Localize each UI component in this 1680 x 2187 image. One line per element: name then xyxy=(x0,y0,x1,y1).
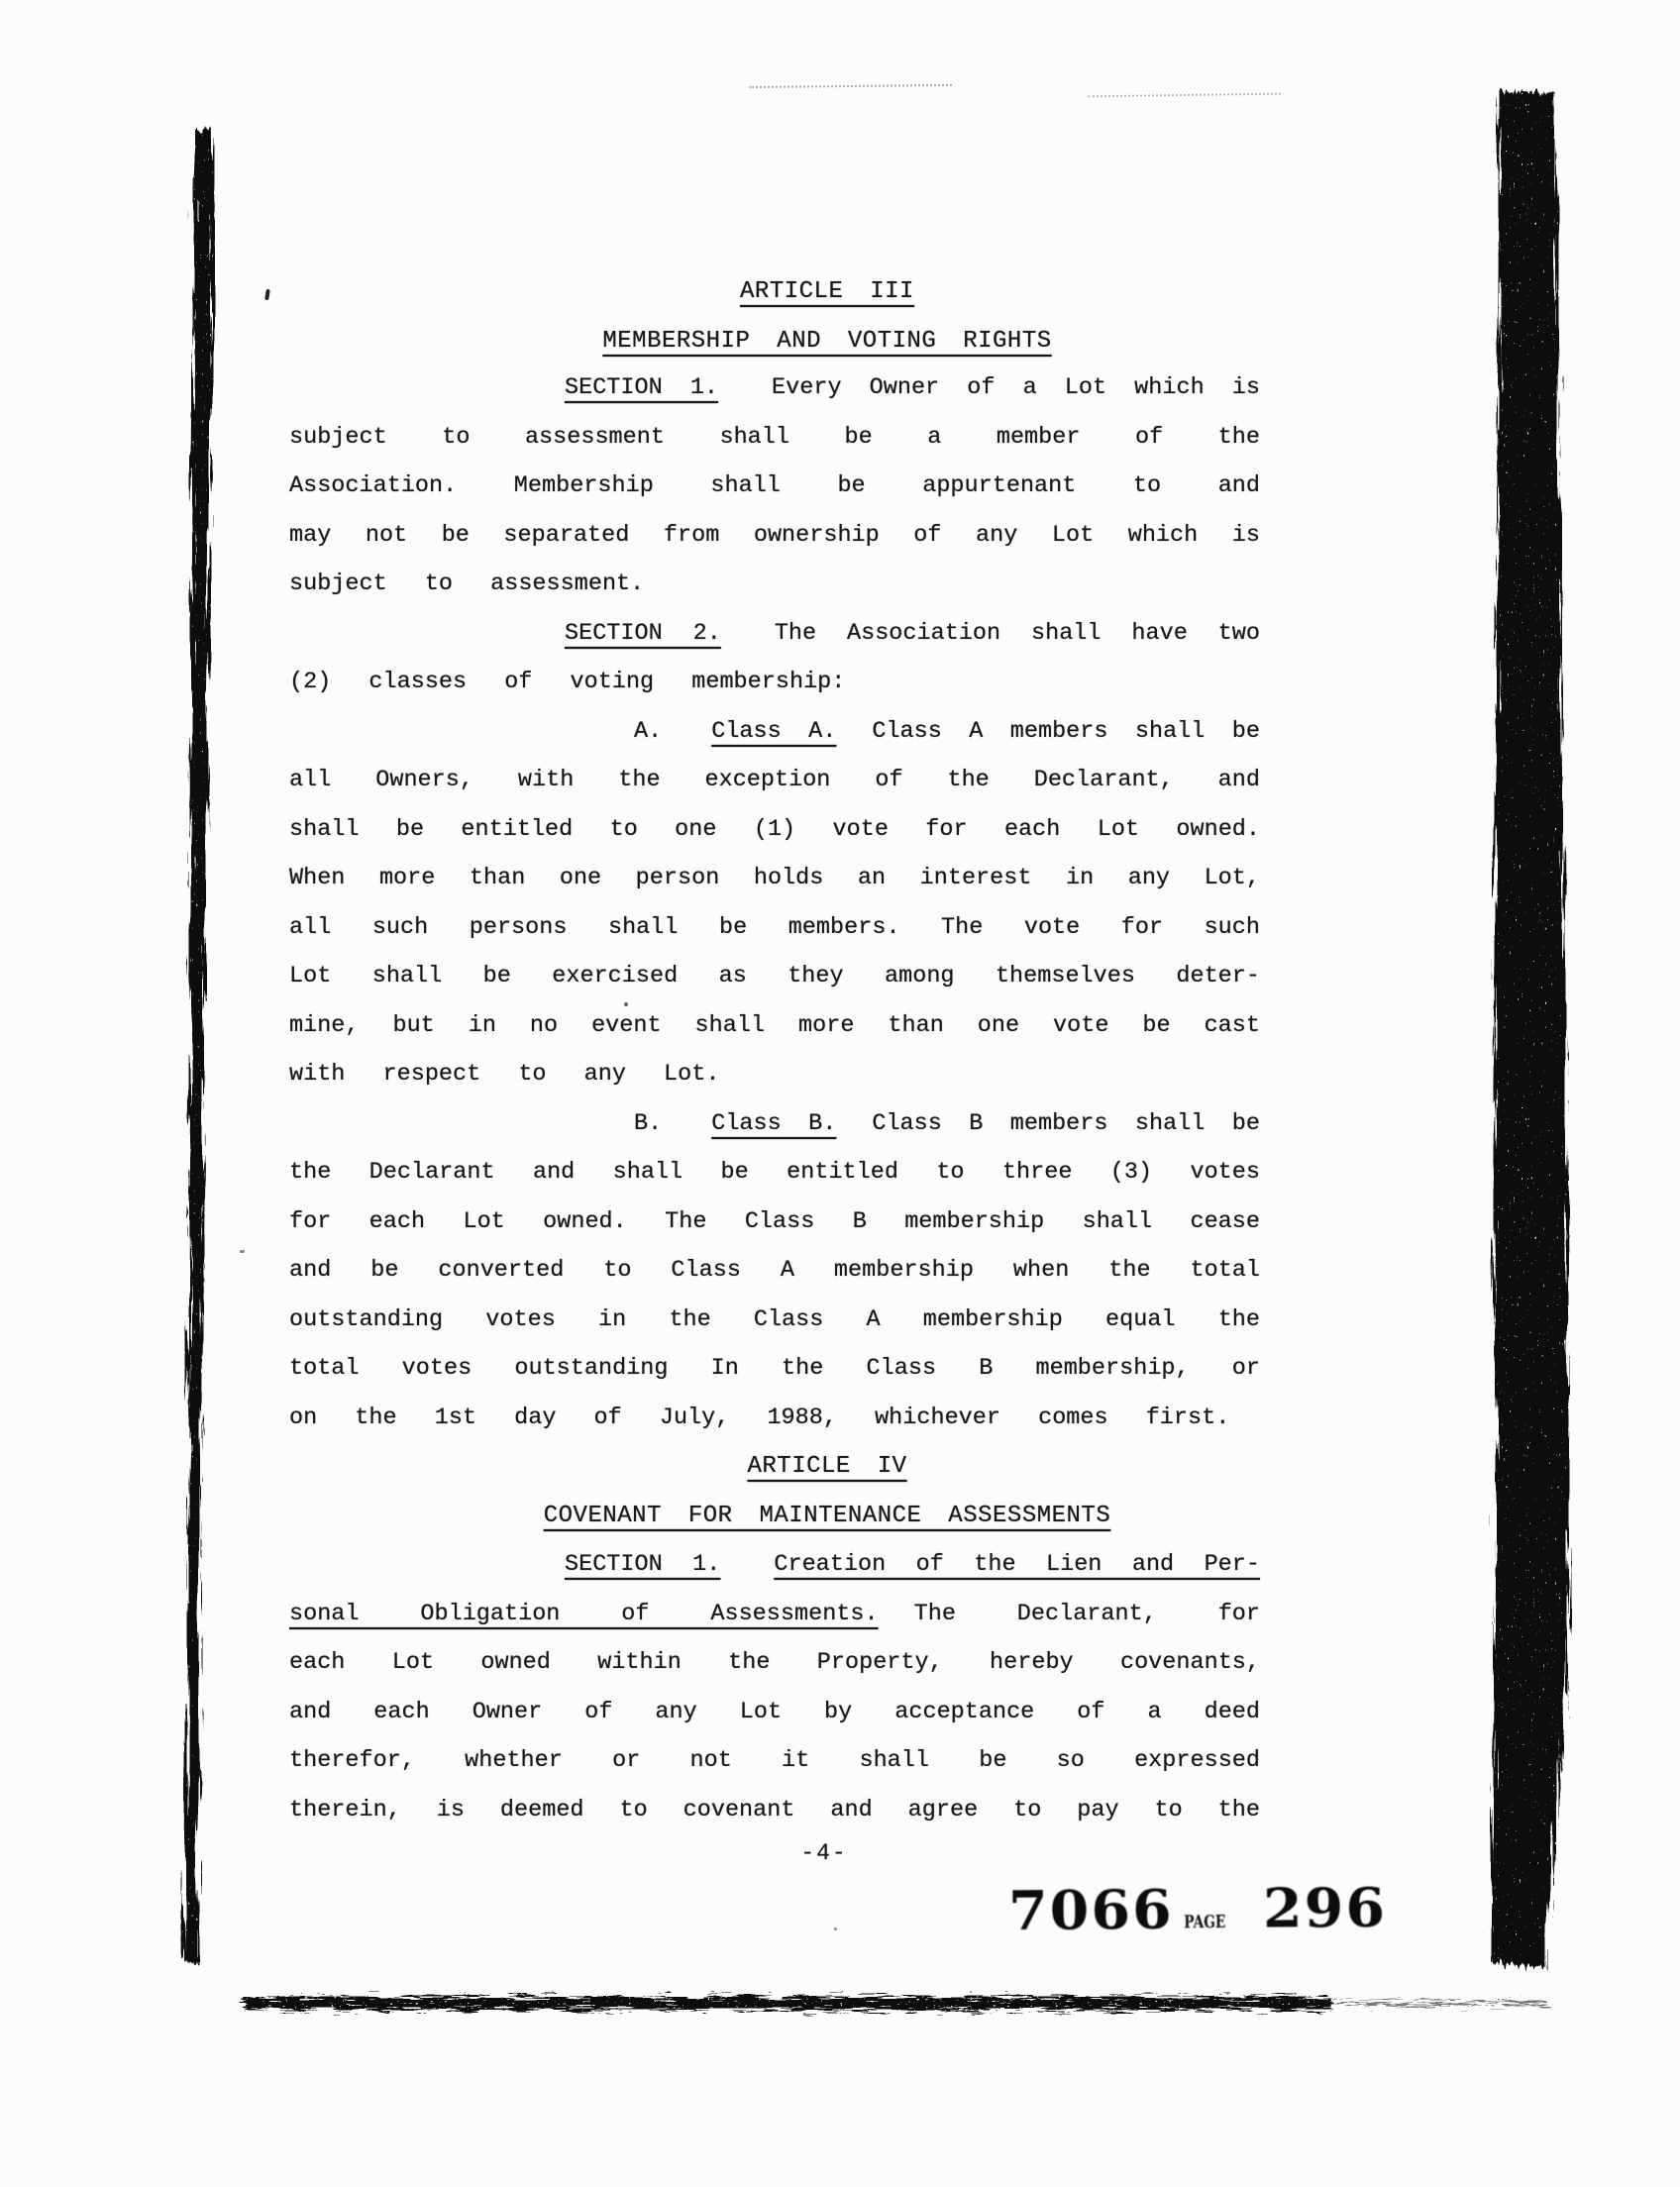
page-number: -4- xyxy=(800,1840,848,1866)
top-faint-mark xyxy=(749,84,952,88)
book-page-stamp xyxy=(1008,1876,1388,1942)
line-text: Class A members shall be xyxy=(872,718,1260,745)
article-iv-section-1-label: SECTION 1. xyxy=(565,1551,721,1578)
doc-line: outstanding votes in the Class A membership equal the xyxy=(289,1306,1260,1333)
doc-line: (2) classes of voting membership: xyxy=(289,669,846,695)
right-film-band xyxy=(1492,91,1569,1967)
doc-line: for each Lot owned. The Class B membership shall cease xyxy=(289,1208,1260,1235)
doc-line: on the 1st day of July, 1988, whichever comes first. xyxy=(289,1405,1230,1431)
section-title-part-2: sonal Obligation of Assessments. xyxy=(289,1601,879,1627)
doc-line: therefor, whether or not it shall be so expressed xyxy=(289,1747,1260,1774)
ink-speck xyxy=(624,1002,628,1006)
stamp-page-number: 296 xyxy=(1262,1876,1388,1940)
article-iii-subheading xyxy=(289,325,1365,359)
doc-line: and each Owner of any Lot by acceptance of a deed xyxy=(289,1699,1260,1725)
section-1-label: SECTION 1. xyxy=(565,374,719,401)
doc-line: each Lot owned within the Property, hereby covenants, xyxy=(289,1649,1260,1676)
doc-line xyxy=(289,1598,1260,1631)
top-faint-mark xyxy=(1088,93,1281,98)
article-iii-subtitle: MEMBERSHIP AND VOTING RIGHTS xyxy=(602,328,1052,355)
stamp-book-number: 7066 xyxy=(1007,1877,1174,1942)
doc-line xyxy=(289,617,1260,651)
doc-line: may not be separated from ownership of any Lot which is xyxy=(289,522,1260,549)
line-text: Every Owner of a Lot which is xyxy=(772,374,1260,401)
doc-line: subject to assessment shall be a member of the xyxy=(289,424,1260,451)
stamp-page-label: PAGE xyxy=(1183,1911,1226,1932)
left-film-band xyxy=(184,129,214,1963)
line-text: The Declarant, for xyxy=(913,1601,1261,1627)
line-text: The Association shall have two xyxy=(774,620,1260,647)
doc-line: Lot shall be exercised as they among themselves deter- xyxy=(289,963,1260,989)
class-a-item-label: A. xyxy=(634,718,663,745)
line-text: Class B members shall be xyxy=(872,1110,1260,1137)
article-iv-heading xyxy=(289,1450,1365,1484)
bottom-torn-edge-tail xyxy=(1325,2002,1547,2005)
doc-line: all Owners, with the exception of the Declarant, and xyxy=(289,767,1260,793)
article-iii-title: ARTICLE III xyxy=(740,278,914,305)
doc-line xyxy=(289,715,1260,749)
section-title-part-1: Creation of the Lien and Per- xyxy=(774,1551,1260,1578)
doc-line: Association. Membership shall be appurtenant to and xyxy=(289,472,1260,499)
ink-speck xyxy=(240,1250,245,1253)
class-b-label: Class B. xyxy=(711,1110,837,1137)
doc-line: total votes outstanding In the Class B membership, or xyxy=(289,1355,1260,1382)
article-iv-subheading xyxy=(289,1500,1365,1533)
doc-line: the Declarant and shall be entitled to three (3) votes xyxy=(289,1159,1260,1186)
article-iv-subtitle: COVENANT FOR MAINTENANCE ASSESSMENTS xyxy=(543,1503,1111,1529)
doc-line: When more than one person holds an interest in any Lot, xyxy=(289,865,1260,891)
doc-line xyxy=(289,371,1260,405)
doc-line xyxy=(289,1548,1260,1582)
doc-line: subject to assessment. xyxy=(289,571,645,597)
article-iii-heading xyxy=(289,275,1365,309)
doc-line: all such persons shall be members. The vote for such xyxy=(289,914,1260,941)
doc-line: shall be entitled to one (1) vote for each Lot owned. xyxy=(289,816,1260,843)
doc-line: and be converted to Class A membership when the total xyxy=(289,1257,1260,1284)
class-a-label: Class A. xyxy=(711,718,837,745)
doc-line: therein, is deemed to covenant and agree to pay to the xyxy=(289,1797,1260,1823)
article-iv-title: ARTICLE IV xyxy=(747,1453,907,1480)
class-b-item-label: B. xyxy=(634,1110,663,1137)
doc-line: with respect to any Lot. xyxy=(289,1061,720,1088)
section-2-label: SECTION 2. xyxy=(565,620,721,647)
doc-line: mine, but in no event shall more than one vote be cast xyxy=(289,1012,1260,1039)
doc-line xyxy=(289,1107,1260,1141)
bottom-torn-edge xyxy=(244,1997,1331,2010)
ink-speck xyxy=(834,1927,837,1930)
ink-speck xyxy=(264,289,270,300)
